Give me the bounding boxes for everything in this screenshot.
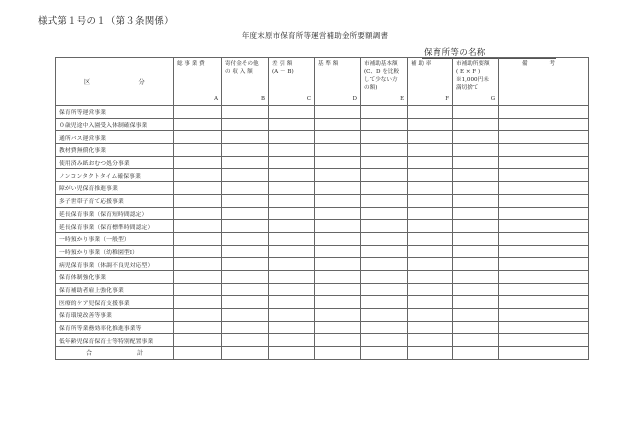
input-cell[interactable] xyxy=(453,270,499,283)
input-cell[interactable] xyxy=(269,232,315,245)
category-header-char-1: 区 xyxy=(84,79,91,86)
table-row xyxy=(56,258,589,271)
row-label: 延長保育事業（保育短時間認定） xyxy=(56,207,174,220)
input-cell[interactable] xyxy=(453,169,499,182)
input-cell[interactable] xyxy=(453,258,499,271)
input-cell[interactable] xyxy=(453,194,499,207)
table-row xyxy=(56,182,589,195)
input-cell[interactable] xyxy=(315,232,361,245)
form-number: 様式第１号の１（第３条関係） xyxy=(38,16,174,27)
input-cell[interactable] xyxy=(222,194,269,207)
table-row xyxy=(56,309,589,322)
table-row xyxy=(56,321,589,334)
input-cell[interactable] xyxy=(222,182,269,195)
input-cell[interactable] xyxy=(222,207,269,220)
input-cell[interactable] xyxy=(453,144,499,157)
input-cell[interactable] xyxy=(499,106,589,119)
input-cell[interactable] xyxy=(361,232,408,245)
total-label xyxy=(56,347,174,360)
input-cell[interactable] xyxy=(315,131,361,144)
total-label-char-2: 計 xyxy=(136,350,143,358)
input-cell[interactable] xyxy=(499,118,589,131)
input-cell[interactable] xyxy=(499,131,589,144)
input-cell[interactable] xyxy=(315,270,361,283)
input-cell[interactable] xyxy=(499,309,589,322)
input-cell[interactable] xyxy=(499,144,589,157)
input-cell[interactable] xyxy=(174,144,222,157)
input-cell[interactable] xyxy=(499,296,589,309)
column-header-net-amount xyxy=(269,58,315,106)
row-label: 保育体制強化事業 xyxy=(56,270,174,283)
input-cell[interactable] xyxy=(174,131,222,144)
column-header-base-subsidy xyxy=(361,58,408,106)
row-label: 障がい児保育推進事業 xyxy=(56,182,174,195)
input-cell[interactable] xyxy=(408,283,453,296)
column-header-required-amount xyxy=(453,58,499,106)
table-row xyxy=(56,106,589,119)
input-cell[interactable] xyxy=(315,194,361,207)
input-cell[interactable] xyxy=(269,194,315,207)
input-cell[interactable] xyxy=(269,321,315,334)
input-cell[interactable] xyxy=(222,118,269,131)
input-cell[interactable] xyxy=(222,106,269,119)
input-cell[interactable] xyxy=(453,118,499,131)
input-cell[interactable] xyxy=(315,118,361,131)
input-cell[interactable] xyxy=(408,118,453,131)
input-cell[interactable] xyxy=(408,270,453,283)
input-cell[interactable] xyxy=(174,321,222,334)
input-cell[interactable] xyxy=(269,131,315,144)
row-label: 一時預かり事業（幼稚園型Ⅰ） xyxy=(56,245,174,258)
input-cell[interactable] xyxy=(315,220,361,233)
input-cell[interactable] xyxy=(315,245,361,258)
total-row xyxy=(56,347,589,360)
input-cell[interactable] xyxy=(315,296,361,309)
input-cell[interactable] xyxy=(408,106,453,119)
input-cell[interactable] xyxy=(453,131,499,144)
input-cell[interactable] xyxy=(222,309,269,322)
input-cell[interactable] xyxy=(453,321,499,334)
facility-name-label: 保育所等の名称 xyxy=(424,48,486,58)
input-cell[interactable] xyxy=(174,207,222,220)
input-cell[interactable] xyxy=(174,232,222,245)
table-row xyxy=(56,207,589,220)
category-header-char-2: 分 xyxy=(138,79,145,86)
input-cell[interactable] xyxy=(315,309,361,322)
column-header-label: 補 助 率 xyxy=(411,61,432,67)
column-letter: B xyxy=(261,96,265,103)
input-cell[interactable] xyxy=(269,118,315,131)
input-cell[interactable] xyxy=(269,144,315,157)
input-cell[interactable] xyxy=(453,245,499,258)
input-cell[interactable] xyxy=(315,334,361,347)
input-cell[interactable] xyxy=(499,334,589,347)
column-letter: F xyxy=(445,96,449,103)
row-label: 一時預かり事業（一般型） xyxy=(56,232,174,245)
input-cell[interactable] xyxy=(174,106,222,119)
input-cell[interactable] xyxy=(361,270,408,283)
input-cell[interactable] xyxy=(269,258,315,271)
input-cell[interactable] xyxy=(361,182,408,195)
input-cell[interactable] xyxy=(499,283,589,296)
column-header-label: 差 引 額 (A － B) xyxy=(272,61,294,76)
input-cell[interactable] xyxy=(315,144,361,157)
input-cell[interactable] xyxy=(361,220,408,233)
subsidy-table xyxy=(55,57,589,360)
input-cell[interactable] xyxy=(499,156,589,169)
total-cell[interactable] xyxy=(174,347,222,360)
input-cell[interactable] xyxy=(408,245,453,258)
input-cell[interactable] xyxy=(499,169,589,182)
input-cell[interactable] xyxy=(453,296,499,309)
input-cell[interactable] xyxy=(408,144,453,157)
input-cell[interactable] xyxy=(453,156,499,169)
column-header-remarks xyxy=(499,58,589,106)
input-cell[interactable] xyxy=(408,194,453,207)
input-cell[interactable] xyxy=(269,245,315,258)
input-cell[interactable] xyxy=(174,334,222,347)
input-cell[interactable] xyxy=(222,245,269,258)
input-cell[interactable] xyxy=(269,169,315,182)
input-cell[interactable] xyxy=(222,258,269,271)
input-cell[interactable] xyxy=(361,156,408,169)
input-cell[interactable] xyxy=(453,232,499,245)
input-cell[interactable] xyxy=(222,169,269,182)
input-cell[interactable] xyxy=(408,309,453,322)
input-cell[interactable] xyxy=(361,334,408,347)
table-row xyxy=(56,118,589,131)
input-cell[interactable] xyxy=(408,334,453,347)
input-cell[interactable] xyxy=(222,232,269,245)
input-cell[interactable] xyxy=(361,296,408,309)
input-cell[interactable] xyxy=(315,321,361,334)
input-cell[interactable] xyxy=(269,156,315,169)
input-cell[interactable] xyxy=(499,207,589,220)
column-header-label: 総 事 業 費 xyxy=(177,61,205,67)
input-cell[interactable] xyxy=(315,156,361,169)
input-cell[interactable] xyxy=(269,296,315,309)
input-cell[interactable] xyxy=(499,270,589,283)
input-cell[interactable] xyxy=(408,207,453,220)
input-cell[interactable] xyxy=(174,169,222,182)
total-label-char-1: 合 xyxy=(86,350,93,358)
row-label: 保育所等業務効率化推進事業等 xyxy=(56,321,174,334)
table-row xyxy=(56,270,589,283)
input-cell[interactable] xyxy=(408,296,453,309)
input-cell[interactable] xyxy=(453,207,499,220)
column-header-label: 市補助基本額 (C、D を比較 して少ない方 の額) xyxy=(364,61,400,92)
column-letter: E xyxy=(400,96,404,103)
input-cell[interactable] xyxy=(408,258,453,271)
row-label: 延長保育事業（保育標準時間認定） xyxy=(56,220,174,233)
column-letter: D xyxy=(352,96,357,103)
table-row xyxy=(56,220,589,233)
column-header-label: 基 準 額 xyxy=(318,61,339,67)
input-cell[interactable] xyxy=(361,321,408,334)
input-cell[interactable] xyxy=(453,334,499,347)
row-label: ノンコンタクトタイム確保事業 xyxy=(56,169,174,182)
row-label: 通所バス運営事業 xyxy=(56,131,174,144)
input-cell[interactable] xyxy=(453,309,499,322)
input-cell[interactable] xyxy=(361,106,408,119)
input-cell[interactable] xyxy=(361,131,408,144)
column-header-donation-income xyxy=(222,58,269,106)
input-cell[interactable] xyxy=(222,296,269,309)
input-cell[interactable] xyxy=(269,182,315,195)
row-label: 病児保育事業（体調不良児対応型） xyxy=(56,258,174,271)
input-cell[interactable] xyxy=(174,156,222,169)
input-cell[interactable] xyxy=(174,220,222,233)
table-row xyxy=(56,156,589,169)
row-label: 低年齢児保育保育士等特別配置事業 xyxy=(56,334,174,347)
column-header-standard-amount xyxy=(315,58,361,106)
column-header-label: 市補助所要額 ( E × F ) ※1,000円未 満切捨て xyxy=(456,61,490,92)
input-cell[interactable] xyxy=(499,258,589,271)
input-cell[interactable] xyxy=(174,194,222,207)
input-cell[interactable] xyxy=(269,220,315,233)
input-cell[interactable] xyxy=(408,220,453,233)
input-cell[interactable] xyxy=(315,207,361,220)
input-cell[interactable] xyxy=(408,182,453,195)
input-cell[interactable] xyxy=(499,220,589,233)
input-cell[interactable] xyxy=(222,144,269,157)
input-cell[interactable] xyxy=(269,309,315,322)
table-row xyxy=(56,232,589,245)
row-label: 教材費無償化事業 xyxy=(56,144,174,157)
table-row xyxy=(56,169,589,182)
row-label: 保育補助者雇上強化事業 xyxy=(56,283,174,296)
input-cell[interactable] xyxy=(453,220,499,233)
input-cell[interactable] xyxy=(453,283,499,296)
input-cell[interactable] xyxy=(222,334,269,347)
total-cell[interactable] xyxy=(408,347,453,360)
input-cell[interactable] xyxy=(269,334,315,347)
row-label: 多子世帯子育て応援事業 xyxy=(56,194,174,207)
column-header-label: 寄付金その他 の 収 入 額 xyxy=(225,61,259,76)
row-label: 医療的ケア児保育支援事業 xyxy=(56,296,174,309)
input-cell[interactable] xyxy=(174,258,222,271)
input-cell[interactable] xyxy=(408,321,453,334)
input-cell[interactable] xyxy=(222,220,269,233)
input-cell[interactable] xyxy=(174,182,222,195)
input-cell[interactable] xyxy=(315,182,361,195)
column-header-total-cost xyxy=(174,58,222,106)
input-cell[interactable] xyxy=(269,207,315,220)
input-cell[interactable] xyxy=(269,106,315,119)
table-row xyxy=(56,296,589,309)
table-row xyxy=(56,131,589,144)
row-label: ０歳児途中入園受入体制確保事業 xyxy=(56,118,174,131)
input-cell[interactable] xyxy=(499,194,589,207)
total-cell[interactable] xyxy=(315,347,361,360)
column-header-subsidy-rate xyxy=(408,58,453,106)
total-cell[interactable] xyxy=(361,347,408,360)
input-cell[interactable] xyxy=(499,321,589,334)
column-letter: C xyxy=(306,96,311,103)
input-cell[interactable] xyxy=(222,156,269,169)
input-cell[interactable] xyxy=(174,296,222,309)
input-cell[interactable] xyxy=(174,118,222,131)
total-cell[interactable] xyxy=(269,347,315,360)
input-cell[interactable] xyxy=(222,283,269,296)
input-cell[interactable] xyxy=(453,106,499,119)
input-cell[interactable] xyxy=(174,270,222,283)
input-cell[interactable] xyxy=(222,321,269,334)
document-title: 年度末原市保育所等運営補助金所要額調書 xyxy=(241,31,389,40)
input-cell[interactable] xyxy=(174,309,222,322)
input-cell[interactable] xyxy=(408,232,453,245)
input-cell[interactable] xyxy=(315,106,361,119)
input-cell[interactable] xyxy=(361,309,408,322)
input-cell[interactable] xyxy=(408,156,453,169)
input-cell[interactable] xyxy=(408,131,453,144)
input-cell[interactable] xyxy=(222,270,269,283)
table-row xyxy=(56,283,589,296)
input-cell[interactable] xyxy=(499,182,589,195)
input-cell[interactable] xyxy=(361,245,408,258)
column-header-label: 備 考 xyxy=(522,61,565,67)
input-cell[interactable] xyxy=(453,182,499,195)
input-cell[interactable] xyxy=(315,283,361,296)
input-cell[interactable] xyxy=(361,283,408,296)
row-label: 使用済み紙おむつ処分事業 xyxy=(56,156,174,169)
row-label: 保育所等運営事業 xyxy=(56,106,174,119)
column-letter: A xyxy=(214,96,218,103)
input-cell[interactable] xyxy=(408,169,453,182)
input-cell[interactable] xyxy=(315,258,361,271)
table-row xyxy=(56,334,589,347)
input-cell[interactable] xyxy=(361,169,408,182)
input-cell[interactable] xyxy=(361,118,408,131)
input-cell[interactable] xyxy=(269,270,315,283)
category-header xyxy=(56,58,174,106)
input-cell[interactable] xyxy=(222,131,269,144)
input-cell[interactable] xyxy=(361,144,408,157)
table-row xyxy=(56,144,589,157)
input-cell[interactable] xyxy=(361,194,408,207)
input-cell[interactable] xyxy=(499,245,589,258)
input-cell[interactable] xyxy=(361,258,408,271)
input-cell[interactable] xyxy=(361,207,408,220)
input-cell[interactable] xyxy=(174,283,222,296)
header-row xyxy=(56,58,589,106)
column-letter: G xyxy=(490,96,495,103)
total-cell[interactable] xyxy=(222,347,269,360)
input-cell[interactable] xyxy=(499,232,589,245)
input-cell[interactable] xyxy=(269,283,315,296)
table-row xyxy=(56,194,589,207)
total-cell[interactable] xyxy=(453,347,499,360)
table-row xyxy=(56,245,589,258)
input-cell[interactable] xyxy=(174,245,222,258)
row-label: 保育環境改善等事業 xyxy=(56,309,174,322)
total-cell[interactable] xyxy=(499,347,589,360)
input-cell[interactable] xyxy=(315,169,361,182)
